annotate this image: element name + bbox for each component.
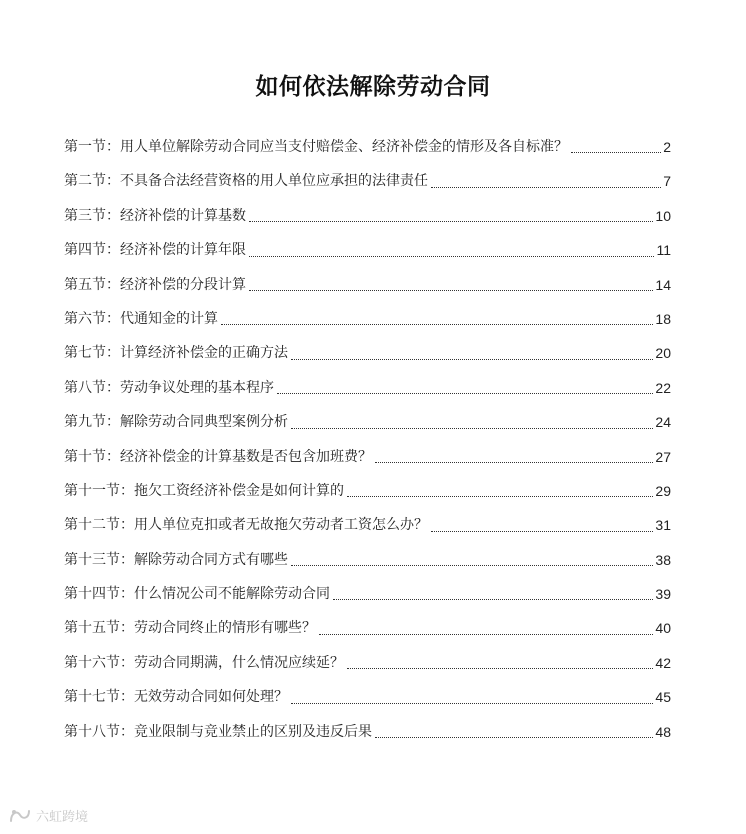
toc-entry[interactable] (64, 611, 671, 645)
toc-entry[interactable] (64, 268, 671, 302)
toc-entry-page: 38 (655, 551, 671, 568)
toc-entry-label: 第十二节：用人单位克扣或者无故拖欠劳动者工资怎么办？ (64, 517, 428, 534)
toc-entry-page: 29 (655, 482, 671, 499)
toc-leader-dots (249, 256, 654, 257)
toc-entry-page: 42 (655, 654, 671, 671)
toc-entry-page: 20 (655, 345, 671, 362)
toc-leader-dots (431, 187, 661, 188)
toc-entry[interactable] (64, 715, 671, 749)
toc-entry-page: 48 (655, 723, 671, 740)
brand-logo-icon (8, 807, 32, 825)
toc-entry-label: 第十六节：劳动合同期满，什么情况应续延？ (64, 654, 344, 671)
toc-entry-label: 第一节：用人单位解除劳动合同应当支付赔偿金、经济补偿金的情形及各自标准？ (64, 138, 568, 155)
toc-entry-page: 11 (656, 242, 671, 259)
toc-entry[interactable] (64, 508, 671, 542)
toc-entry[interactable] (64, 543, 671, 577)
toc-leader-dots (431, 531, 653, 532)
toc-leader-dots (319, 634, 653, 635)
toc-leader-dots (249, 290, 653, 291)
toc-entry[interactable] (64, 164, 671, 198)
toc-entry[interactable] (64, 474, 671, 508)
toc-entry[interactable] (64, 302, 671, 336)
table-of-contents (64, 130, 671, 749)
toc-entry[interactable] (64, 371, 671, 405)
toc-entry[interactable] (64, 130, 671, 164)
toc-entry[interactable] (64, 577, 671, 611)
watermark-text: 六虹跨境 (36, 810, 89, 825)
toc-leader-dots (277, 393, 653, 394)
toc-leader-dots (333, 599, 653, 600)
toc-entry-page: 18 (655, 310, 671, 327)
toc-entry[interactable] (64, 646, 671, 680)
toc-entry-page: 2 (663, 138, 671, 155)
toc-entry-label: 第十节：经济补偿金的计算基数是否包含加班费？ (64, 448, 372, 465)
toc-entry-page: 10 (655, 207, 671, 224)
toc-entry-label: 第十一节：拖欠工资经济补偿金是如何计算的 (64, 482, 344, 499)
toc-leader-dots (249, 221, 653, 222)
toc-entry-page: 27 (655, 448, 671, 465)
toc-entry-page: 45 (655, 689, 671, 706)
toc-entry-page: 7 (663, 173, 671, 190)
toc-leader-dots (347, 496, 653, 497)
document-title: 如何依法解除劳动合同 (255, 74, 491, 100)
toc-entry-label: 第七节：计算经济补偿金的正确方法 (64, 345, 288, 362)
toc-entry-page: 24 (655, 414, 671, 431)
toc-entry-label: 第五节：经济补偿的分段计算 (64, 276, 246, 293)
toc-entry[interactable] (64, 405, 671, 439)
toc-entry-page: 39 (655, 586, 671, 603)
watermark (8, 806, 88, 825)
toc-entry-page: 40 (655, 620, 671, 637)
toc-leader-dots (291, 359, 653, 360)
toc-entry-label: 第八节：劳动争议处理的基本程序 (64, 379, 274, 396)
toc-entry[interactable] (64, 336, 671, 370)
toc-entry[interactable] (64, 680, 671, 714)
toc-entry[interactable] (64, 233, 671, 267)
toc-entry-label: 第十八节：竞业限制与竞业禁止的区别及违反后果 (64, 723, 372, 740)
toc-leader-dots (221, 324, 653, 325)
toc-entry-label: 第三节：经济补偿的计算基数 (64, 207, 246, 224)
toc-entry-label: 第十四节：什么情况公司不能解除劳动合同 (64, 586, 330, 603)
toc-entry-label: 第十三节：解除劳动合同方式有哪些 (64, 551, 288, 568)
toc-leader-dots (291, 703, 653, 704)
toc-entry-label: 第二节：不具备合法经营资格的用人单位应承担的法律责任 (64, 173, 428, 190)
toc-entry-label: 第四节：经济补偿的计算年限 (64, 242, 246, 259)
toc-leader-dots (375, 462, 653, 463)
toc-entry[interactable] (64, 440, 671, 474)
toc-entry-label: 第十七节：无效劳动合同如何处理？ (64, 689, 288, 706)
toc-entry-page: 31 (655, 517, 671, 534)
toc-entry[interactable] (64, 199, 671, 233)
toc-entry-label: 第六节：代通知金的计算 (64, 310, 218, 327)
toc-leader-dots (571, 152, 661, 153)
toc-entry-page: 22 (655, 379, 671, 396)
toc-leader-dots (347, 668, 653, 669)
toc-entry-page: 14 (655, 276, 671, 293)
toc-entry-label: 第九节：解除劳动合同典型案例分析 (64, 414, 288, 431)
toc-leader-dots (375, 737, 653, 738)
toc-entry-label: 第十五节：劳动合同终止的情形有哪些？ (64, 620, 316, 637)
toc-leader-dots (291, 565, 653, 566)
toc-leader-dots (291, 428, 653, 429)
